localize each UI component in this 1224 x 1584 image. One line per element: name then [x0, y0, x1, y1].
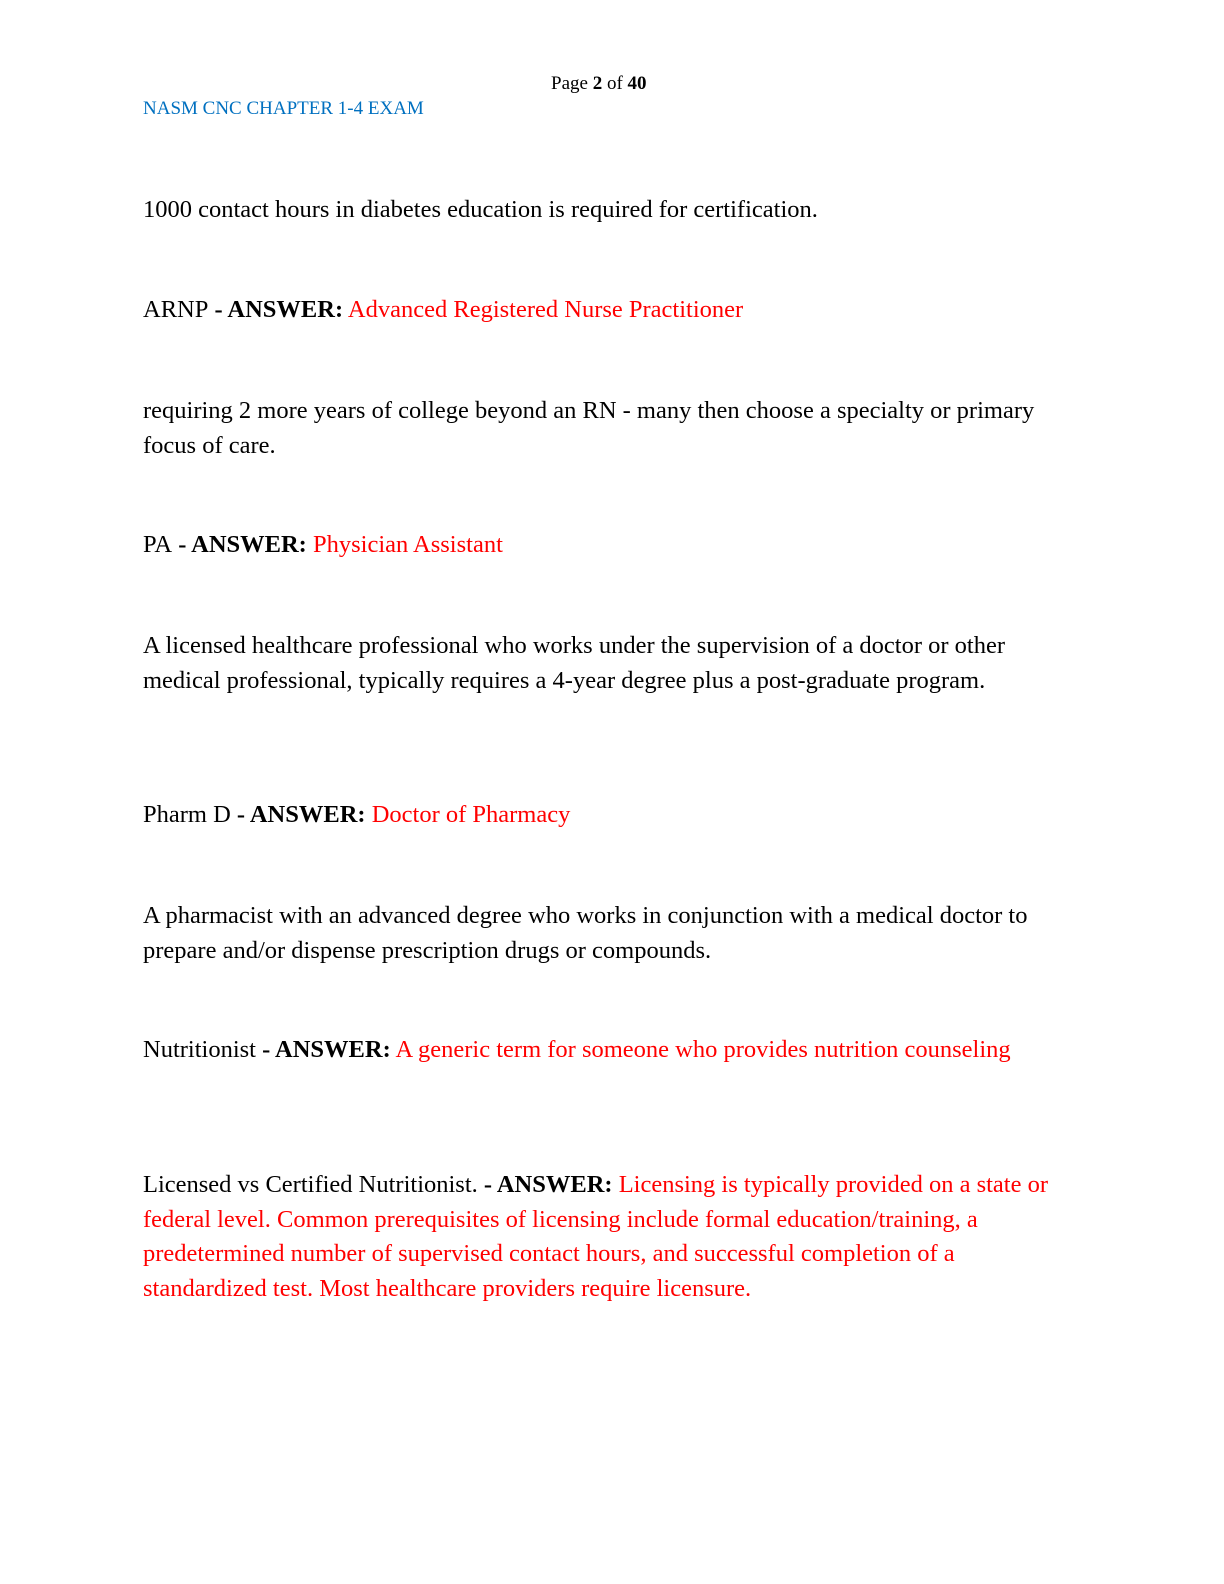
term-label: PA — [143, 531, 173, 558]
page-current: 2 — [592, 73, 603, 94]
term-separator: - — [477, 1171, 497, 1198]
term-separator: - — [230, 801, 250, 828]
answer-keyword: ANSWER: — [191, 531, 307, 558]
page-of: of — [606, 73, 623, 94]
answer-text: Advanced Registered Nurse Practitioner — [347, 296, 744, 323]
answer-text: Physician Assistant — [312, 531, 503, 558]
term-separator: - — [255, 1036, 276, 1063]
term-separator: - — [172, 531, 192, 558]
answer-keyword: ANSWER: — [496, 1171, 613, 1198]
answer-text: A generic term for someone who provides nutrition counseling — [395, 1036, 1011, 1063]
answer-text: Doctor of Pharmacy — [371, 801, 571, 828]
qa-item-pa — [143, 528, 1083, 563]
qa-item-arnp — [143, 293, 1083, 328]
description-pharm-d: A pharmacist with an advanced degree who works in conjunction with a medical doctor to prepare and/or dispense prescription drugs or compounds. — [143, 902, 1028, 964]
term-label: Nutritionist — [143, 1036, 256, 1063]
qa-item-pharm-d — [143, 798, 1083, 833]
page-prefix: Page — [551, 73, 588, 94]
term-label: Pharm D — [143, 801, 231, 828]
qa-item-nutritionist — [143, 1033, 1023, 1068]
term-separator: - — [208, 296, 228, 323]
page-total: 40 — [627, 73, 647, 94]
description-arnp: requiring 2 more years of college beyond an RN - many then choose a specialty or primary focus of care. — [143, 397, 1035, 459]
page-number — [551, 72, 647, 96]
answer-keyword: ANSWER: — [275, 1036, 391, 1063]
answer-keyword: ANSWER: — [249, 801, 366, 828]
qa-item-licensed-vs-certified — [143, 1168, 1078, 1306]
answer-keyword: ANSWER: — [227, 296, 344, 323]
term-label: Licensed vs Certified Nutritionist. — [143, 1171, 478, 1198]
description-pa: A licensed healthcare professional who works under the supervision of a doctor or other medical professional, typically requires a 4-year degree plus a post-graduate program. — [143, 632, 1006, 694]
intro-paragraph: 1000 contact hours in diabetes education is required for certification. — [143, 196, 818, 223]
answer-text: Licensing is typically provided on a state or federal level. Common prerequisites of licensing include formal education/training, a predetermined number of supervised contact hours, and successful completion of a standardized test. Most healthcare providers require licensure. — [143, 1171, 1049, 1302]
document-title: NASM CNC CHAPTER 1-4 EXAM — [143, 98, 424, 119]
term-label: ARNP — [143, 296, 209, 323]
